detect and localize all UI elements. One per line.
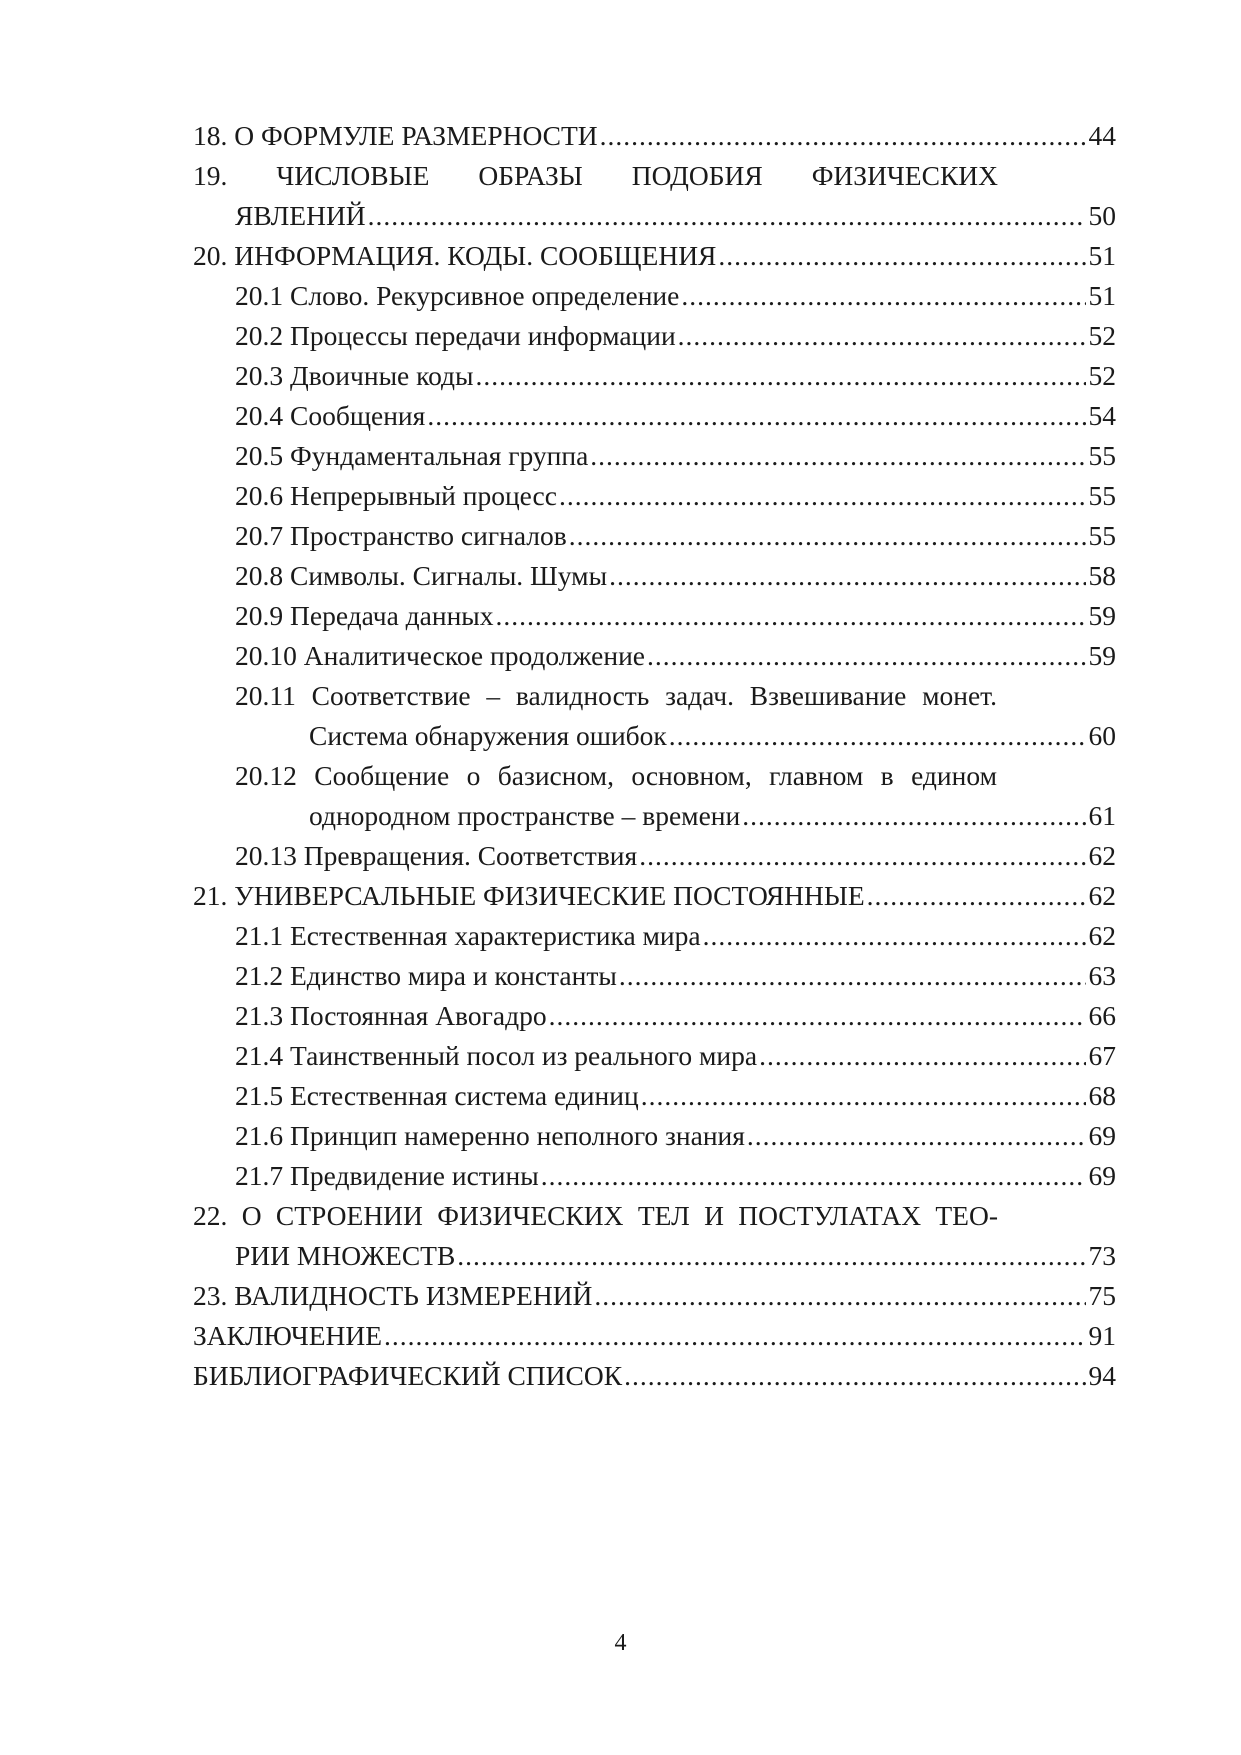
toc-entry-title: 20.6 Непрерывный процесс: [235, 476, 557, 516]
toc-entry-page: 73: [1088, 1240, 1116, 1271]
page-number: 4: [614, 1630, 627, 1656]
dot-leader: [742, 796, 1085, 836]
toc-entry-title: 20.10 Аналитическое продолжение: [235, 636, 645, 676]
toc-entry: [193, 676, 1116, 716]
toc-entry: [193, 876, 1116, 916]
toc-entry: [193, 1036, 1116, 1076]
toc-entry: [193, 156, 1116, 196]
toc-entry-page: 50: [1088, 200, 1116, 231]
toc-entry-page: 66: [1088, 1000, 1116, 1031]
toc-entry: [193, 1356, 1116, 1396]
toc-entry-page: 61: [1088, 800, 1116, 831]
toc-entry-page: 60: [1088, 720, 1116, 751]
toc-entry: [193, 556, 1116, 596]
toc-entry-page: 63: [1088, 960, 1116, 991]
dot-leader: [678, 316, 1086, 356]
toc-entry: [193, 356, 1116, 396]
toc-entry-page: 51: [1088, 240, 1116, 271]
toc-entry-page: 59: [1088, 640, 1116, 671]
toc-entry-page: 62: [1088, 840, 1116, 871]
toc-entry-title-line2: ЯВЛЕНИЙ: [235, 196, 366, 236]
toc-entry: [193, 516, 1116, 556]
toc-entry: [193, 1276, 1116, 1316]
toc-entry-page: 62: [1088, 920, 1116, 951]
toc-entry-title: 21.1 Естественная характеристика мира: [235, 916, 701, 956]
toc-entry: [193, 836, 1116, 876]
dot-leader: [559, 476, 1086, 516]
toc-entry: [193, 1076, 1116, 1116]
dot-leader: [600, 116, 1086, 156]
toc-entry-title: 21.3 Постоянная Авогадро: [235, 996, 547, 1036]
toc-entry-title-line1: 20.11 Соответствие – валидность задач. Взвешивание монет.: [235, 680, 997, 711]
toc-entry: [193, 476, 1116, 516]
dot-leader: [867, 876, 1086, 916]
toc-entry-title: 20.7 Пространство сигналов: [235, 516, 567, 556]
toc-entry-page: 55: [1088, 440, 1116, 471]
toc-entry-title: ЗАКЛЮЧЕНИЕ: [193, 1316, 382, 1356]
toc-entry-title: 20.2 Процессы передачи информации: [235, 316, 676, 356]
toc-entry: [193, 276, 1116, 316]
toc-entry-continuation: [193, 796, 1116, 836]
toc-entry-title: 20.4 Сообщения: [235, 396, 425, 436]
dot-leader: [457, 1236, 1085, 1276]
toc-entry-title-line2: однородном пространстве – времени: [309, 796, 740, 836]
toc-entry-page: 58: [1088, 560, 1116, 591]
dot-leader: [681, 276, 1085, 316]
toc-entry: [193, 236, 1116, 276]
toc-entry: [193, 596, 1116, 636]
toc-entry: [193, 116, 1116, 156]
toc-entry-title: 18. О ФОРМУЛЕ РАЗМЕРНОСТИ: [193, 116, 598, 156]
toc-entry-page: 67: [1088, 1040, 1116, 1071]
toc-entry: [193, 916, 1116, 956]
toc-entry-title: 20.5 Фундаментальная группа: [235, 436, 588, 476]
dot-leader: [619, 956, 1086, 996]
toc-entry-page: 51: [1088, 280, 1116, 311]
toc-entry-title-line2: Система обнаружения ошибок: [309, 716, 667, 756]
dot-leader: [669, 716, 1086, 756]
toc-entry-continuation: [193, 716, 1116, 756]
toc-entry-title: 21. УНИВЕРСАЛЬНЫЕ ФИЗИЧЕСКИЕ ПОСТОЯННЫЕ: [193, 876, 865, 916]
toc-entry-page: 68: [1088, 1080, 1116, 1111]
toc-entry-title: 21.7 Предвидение истины: [235, 1156, 539, 1196]
dot-leader: [759, 1036, 1085, 1076]
toc-entry-page: 69: [1088, 1120, 1116, 1151]
toc-entry: [193, 1156, 1116, 1196]
toc-entry-title: 23. ВАЛИДНОСТЬ ИЗМЕРЕНИЙ: [193, 1276, 592, 1316]
toc-entry-page: 52: [1088, 360, 1116, 391]
toc-entry-title: 20.1 Слово. Рекурсивное определение: [235, 276, 679, 316]
toc-entry-title-line1: 19. ЧИСЛОВЫЕ ОБРАЗЫ ПОДОБИЯ ФИЗИЧЕСКИХ: [193, 160, 998, 191]
toc-entry-title-line1: 22. О СТРОЕНИИ ФИЗИЧЕСКИХ ТЕЛ И ПОСТУЛАТАХ ТЕО-: [193, 1200, 998, 1231]
toc-entry-title: 21.4 Таинственный посол из реального мира: [235, 1036, 757, 1076]
toc-entry: [193, 396, 1116, 436]
toc-entry-title-line2: РИИ МНОЖЕСТВ: [235, 1236, 455, 1276]
toc-entry-title: 21.2 Единство мира и константы: [235, 956, 617, 996]
toc-entry-title: БИБЛИОГРАФИЧЕСКИЙ СПИСОК: [193, 1356, 622, 1396]
toc-entry-continuation: [193, 1236, 1116, 1276]
toc-entry-page: 94: [1088, 1360, 1116, 1391]
dot-leader: [590, 436, 1085, 476]
toc-entry-title: 20. ИНФОРМАЦИЯ. КОДЫ. СООБЩЕНИЯ: [193, 236, 716, 276]
toc-entry: [193, 756, 1116, 796]
table-of-contents: [193, 116, 1116, 1396]
toc-entry-title: 21.6 Принцип намеренно неполного знания: [235, 1116, 745, 1156]
toc-entry: [193, 1116, 1116, 1156]
toc-entry-title: 21.5 Естественная система единиц: [235, 1076, 639, 1116]
toc-entry: [193, 996, 1116, 1036]
dot-leader: [427, 396, 1085, 436]
toc-entry-page: 44: [1088, 120, 1116, 151]
toc-entry-page: 62: [1088, 880, 1116, 911]
toc-entry-title-line1: 20.12 Сообщение о базисном, основном, главном в едином: [235, 760, 997, 791]
dot-leader: [609, 556, 1085, 596]
toc-entry: [193, 316, 1116, 356]
toc-entry-page: 55: [1088, 480, 1116, 511]
toc-entry-page: 69: [1088, 1160, 1116, 1191]
toc-entry: [193, 1196, 1116, 1236]
toc-entry: [193, 636, 1116, 676]
toc-entry-page: 55: [1088, 520, 1116, 551]
dot-leader: [569, 516, 1086, 556]
dot-leader: [647, 636, 1085, 676]
toc-entry: [193, 956, 1116, 996]
dot-leader: [541, 1156, 1086, 1196]
dot-leader: [594, 1276, 1085, 1316]
dot-leader: [718, 236, 1085, 276]
toc-entry-title: 20.13 Превращения. Соответствия: [235, 836, 637, 876]
toc-entry-page: 54: [1088, 400, 1116, 431]
dot-leader: [384, 1316, 1085, 1356]
toc-entry-page: 52: [1088, 320, 1116, 351]
dot-leader: [639, 836, 1085, 876]
dot-leader: [368, 196, 1086, 236]
toc-entry-continuation: [193, 196, 1116, 236]
dot-leader: [496, 596, 1086, 636]
toc-entry-page: 75: [1088, 1280, 1116, 1311]
dot-leader: [549, 996, 1086, 1036]
dot-leader: [747, 1116, 1086, 1156]
toc-entry: [193, 1316, 1116, 1356]
toc-entry-title: 20.8 Символы. Сигналы. Шумы: [235, 556, 607, 596]
dot-leader: [703, 916, 1086, 956]
toc-entry-title: 20.3 Двоичные коды: [235, 356, 474, 396]
toc-entry-title: 20.9 Передача данных: [235, 596, 494, 636]
dot-leader: [476, 356, 1086, 396]
toc-entry-page: 91: [1088, 1320, 1116, 1351]
toc-entry-page: 59: [1088, 600, 1116, 631]
dot-leader: [641, 1076, 1086, 1116]
toc-entry: [193, 436, 1116, 476]
dot-leader: [624, 1356, 1085, 1396]
